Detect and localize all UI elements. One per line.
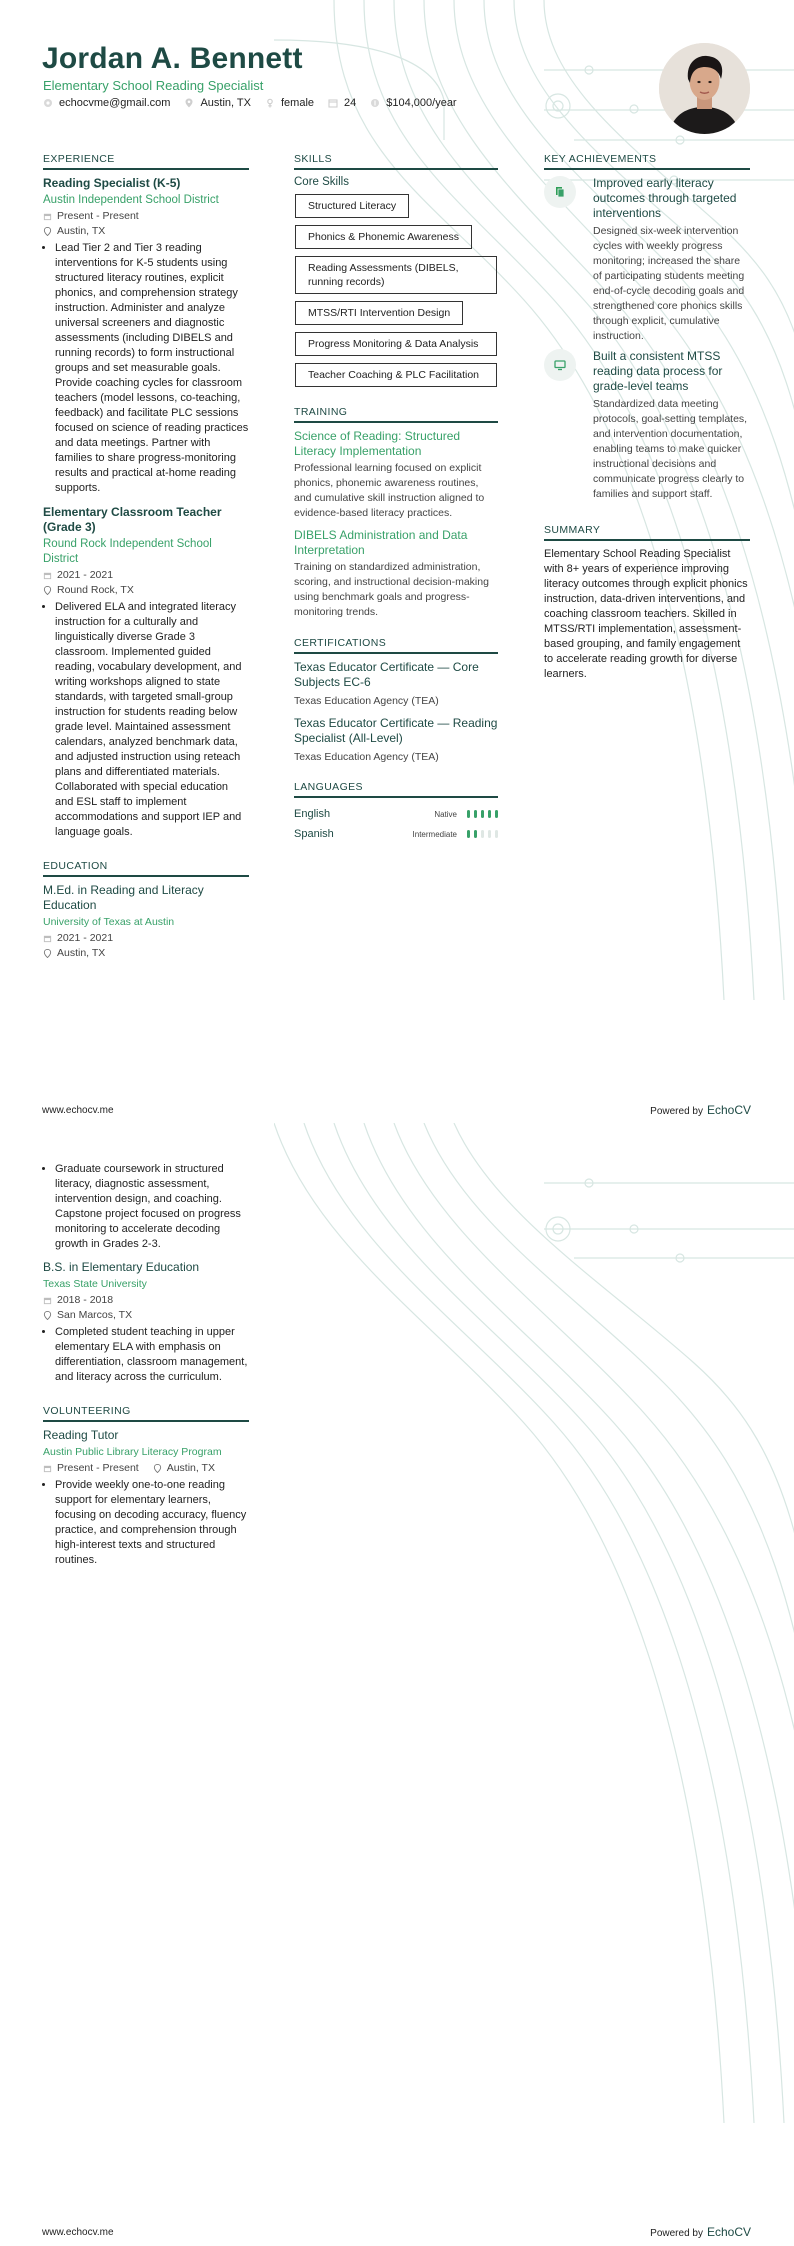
volunteer-dates: [43, 1461, 139, 1475]
training-description: Professional learning focused on explicit phonics, phonemic awareness routines, and cumulative skill instruction aligned to evidence-based literacy practices.: [294, 462, 485, 519]
contact-age: [328, 97, 356, 109]
proficiency-bar: [467, 830, 470, 838]
volunteer-location: [153, 1461, 215, 1475]
proficiency-bar: [467, 810, 470, 818]
skill-tag: Phonics & Phonemic Awareness: [295, 225, 472, 249]
language-level: Intermediate: [412, 829, 457, 839]
education-item: [43, 883, 249, 960]
job-dates-text: Present - Present: [57, 210, 139, 222]
education-description: [43, 1325, 249, 1385]
certification-item: [294, 660, 498, 708]
language-name: Spanish: [294, 828, 334, 840]
contact-salary: [370, 97, 456, 109]
job-employer: Austin Independent School District: [43, 194, 219, 206]
middle-column: [294, 153, 498, 844]
certification-item: [294, 716, 498, 764]
job-description: [43, 241, 249, 496]
brand-logo[interactable]: EchoCV: [706, 1103, 751, 1117]
volunteer-location-text: Austin, TX: [166, 1462, 215, 1474]
experience-heading: EXPERIENCE: [43, 153, 249, 170]
job-location: [43, 583, 249, 597]
education-bullet: • Completed student teaching in upper elementary ELA with emphasis on differentiation, classroom management, and literacy across the curriculum.: [55, 1325, 249, 1385]
volunteer-dates-text: Present - Present: [57, 1462, 139, 1474]
footer-website-link[interactable]: www.echocv.me: [42, 1105, 114, 1116]
job-dates: [43, 568, 249, 582]
job-location-text: Austin, TX: [57, 225, 106, 237]
job-description: [43, 600, 249, 840]
education-dates: [43, 931, 249, 945]
document-icon: [544, 176, 576, 208]
volunteering-heading: VOLUNTEERING: [43, 1405, 249, 1422]
job-employer: Round Rock Independent School District: [43, 538, 212, 565]
education-heading: EDUCATION: [43, 860, 249, 877]
language-proficiency-bars: [463, 830, 498, 838]
core-skills-heading: Core Skills: [294, 176, 349, 188]
location-pin-icon: [43, 949, 52, 958]
education-dates: [43, 1293, 249, 1307]
volunteer-organization: Austin Public Library Literacy Program: [43, 1446, 222, 1458]
certification-issuer: Texas Education Agency (TEA): [294, 751, 439, 763]
certification-title: Texas Educator Certificate — Core Subjects EC-6: [294, 660, 479, 689]
decorative-circuit-lines: [274, 1123, 794, 2123]
skills-heading: SKILLS: [294, 153, 498, 170]
school-name: University of Texas at Austin: [43, 916, 175, 928]
job-location: [43, 224, 249, 238]
contact-email[interactable]: [43, 97, 170, 109]
certifications-heading: CERTIFICATIONS: [294, 637, 498, 654]
education-dates-text: 2021 - 2021: [57, 932, 114, 944]
candidate-title: Elementary School Reading Specialist: [43, 78, 264, 93]
brand-logo[interactable]: EchoCV: [706, 2225, 751, 2239]
job-bullet: • Delivered ELA and integrated literacy instruction for a culturally and linguistically diverse Grade 3 classroom. Implemented guided reading, vocabulary development, and writing workshops aligned to state standards, with targeted small-group instruction for students reading below grade level. Maintained assessment calendars, analyzed benchmark data, and adjusted instruction using reteach plans and differentiated materials. Collaborated with special education and ESL staff to implement accommodations and support IEP and language goals.: [55, 600, 249, 840]
training-item: [294, 528, 498, 620]
contact-location: [184, 97, 251, 109]
experience-item: [43, 505, 249, 840]
footer-powered-by: [650, 1103, 751, 1117]
achievement-title: Improved early literacy outcomes through targeted interventions: [593, 176, 737, 220]
job-dates: [43, 209, 249, 223]
contact-age-text: 24: [344, 97, 357, 109]
calendar-icon: [43, 1296, 52, 1305]
skill-tag: Structured Literacy: [295, 194, 409, 218]
proficiency-bar: [474, 830, 477, 838]
calendar-icon: [328, 98, 338, 108]
training-item: [294, 429, 498, 521]
contact-row: [43, 97, 471, 109]
powered-by-text: Powered by: [650, 2228, 703, 2239]
training-title: DIBELS Administration and Data Interpretation: [294, 528, 468, 557]
proficiency-bar: [488, 810, 491, 818]
location-pin-icon: [153, 1464, 162, 1473]
education-description: [43, 1162, 249, 1252]
languages-heading: LANGUAGES: [294, 781, 498, 798]
profile-photo: [659, 43, 750, 134]
location-pin-icon: [43, 586, 52, 595]
education-dates-text: 2018 - 2018: [57, 1294, 114, 1306]
proficiency-bar: [481, 830, 484, 838]
location-pin-icon: [43, 1311, 52, 1320]
volunteer-bullet: • Provide weekly one-to-one reading support for elementary learners, focusing on decoding accuracy, fluency practice, and comprehension through high-interest texts and structured routines.: [55, 1478, 249, 1568]
achievements-heading: KEY ACHIEVEMENTS: [544, 153, 750, 170]
proficiency-bar: [481, 810, 484, 818]
contact-email-text: echocvme@gmail.com: [59, 97, 171, 109]
candidate-name: Jordan A. Bennett: [42, 42, 303, 75]
degree-title: B.S. in Elementary Education: [43, 1260, 200, 1274]
job-location-text: Round Rock, TX: [57, 584, 134, 596]
education-location-text: San Marcos, TX: [57, 1309, 133, 1321]
resume-page-2: [0, 1123, 794, 2246]
left-column-continued: [43, 1162, 249, 1568]
proficiency-bar: [474, 810, 477, 818]
skill-tag: Reading Assessments (DIBELS, running records): [295, 256, 497, 294]
job-dates-text: 2021 - 2021: [57, 569, 114, 581]
education-item: [43, 1260, 249, 1385]
contact-salary-text: $104,000/year: [386, 97, 457, 109]
skills-list: [294, 194, 498, 394]
achievement-description: Designed six-week intervention cycles with weekly progress monitoring; increased the share of participating students meeting end-of-cycle decoding goals and strengthened core phonics skills through explicit, cumulative instruction.: [593, 225, 745, 342]
achievement-description: Standardized data meeting protocols, goal-setting templates, and intervention documentation, enabling teams to make quicker instructional decisions and communicate progress clearly to families and support staff.: [593, 398, 748, 500]
training-description: Training on standardized administration, scoring, and instructional decision-making using benchmark goals and progress-monitoring trends.: [294, 561, 489, 618]
calendar-icon: [43, 1464, 52, 1473]
language-row: [294, 824, 498, 844]
contact-location-text: Austin, TX: [200, 97, 251, 109]
proficiency-bar: [488, 830, 491, 838]
volunteering-item: [43, 1428, 249, 1568]
education-location: [43, 946, 249, 960]
portrait-image: [659, 43, 750, 134]
calendar-icon: [43, 212, 52, 221]
summary-text: Elementary School Reading Specialist with 8+ years of experience improving literacy outcomes through explicit phonics instruction, data-driven interventions, and coaching classroom teachers. Skilled in MTSS/RTI implementation, assessment-based grouping, and family engagement to accelerate reading growth for diverse learners.: [544, 548, 748, 680]
gender-icon: [265, 98, 275, 108]
achievement-title: Built a consistent MTSS reading data process for grade-level teams: [593, 349, 723, 393]
school-name: Texas State University: [43, 1278, 147, 1290]
location-pin-icon: [43, 227, 52, 236]
footer-website-link[interactable]: www.echocv.me: [42, 2227, 114, 2238]
calendar-icon: [43, 571, 52, 580]
right-column: [544, 153, 750, 682]
job-title: Reading Specialist (K-5): [43, 176, 181, 190]
proficiency-bar: [495, 810, 498, 818]
training-title: Science of Reading: Structured Literacy Implementation: [294, 429, 461, 458]
language-level: Native: [434, 809, 457, 819]
education-location: [43, 1308, 249, 1322]
summary-heading: SUMMARY: [544, 524, 750, 541]
skill-tag: Teacher Coaching & PLC Facilitation: [295, 363, 497, 387]
skill-tag: Progress Monitoring & Data Analysis: [295, 332, 497, 356]
contact-gender: [265, 97, 314, 109]
proficiency-bar: [495, 830, 498, 838]
experience-item: [43, 176, 249, 496]
volunteer-description: [43, 1478, 249, 1568]
achievement-item: [544, 349, 750, 502]
contact-gender-text: female: [280, 97, 315, 109]
certification-title: Texas Educator Certificate — Reading Specialist (All-Level): [294, 716, 498, 745]
skill-tag: MTSS/RTI Intervention Design: [295, 301, 463, 325]
powered-by-text: Powered by: [650, 1106, 703, 1117]
language-name: English: [294, 808, 331, 820]
certification-issuer: Texas Education Agency (TEA): [294, 695, 439, 707]
volunteer-meta: [43, 1461, 249, 1475]
volunteer-role: Reading Tutor: [43, 1428, 119, 1442]
job-title: Elementary Classroom Teacher (Grade 3): [43, 505, 222, 534]
salary-icon: [370, 98, 380, 108]
degree-title: M.Ed. in Reading and Literacy Education: [43, 883, 204, 912]
language-proficiency-bars: [463, 810, 498, 818]
location-pin-icon: [184, 98, 194, 108]
language-row: [294, 804, 498, 824]
achievement-item: [544, 176, 750, 344]
calendar-icon: [43, 934, 52, 943]
left-column: [43, 153, 249, 960]
monitor-icon: [544, 349, 576, 381]
job-bullet: • Lead Tier 2 and Tier 3 reading interventions for K-5 students using structured literacy routines, explicit phonics, and comprehension strategy instruction. Administer and analyze universal screeners and diagnostic assessments (including DIBELS and running records) to form instructional groups and set measurable goals. Provide coaching cycles for classroom teachers (model lessons, co-teaching, feedback) and facilitate PLC sessions focused on science of reading practices and data meetings. Partner with families to share progress-monitoring results and practical at-home reading supports.: [55, 241, 249, 496]
education-bullet: • Graduate coursework in structured literacy, diagnostic assessment, intervention design, and coaching. Capstone project focused on progress monitoring to accelerate decoding growth in Grades 2-3.: [55, 1162, 249, 1252]
footer-powered-by: [650, 2225, 751, 2239]
at-icon: [43, 98, 53, 108]
training-heading: TRAINING: [294, 406, 498, 423]
education-location-text: Austin, TX: [57, 947, 106, 959]
